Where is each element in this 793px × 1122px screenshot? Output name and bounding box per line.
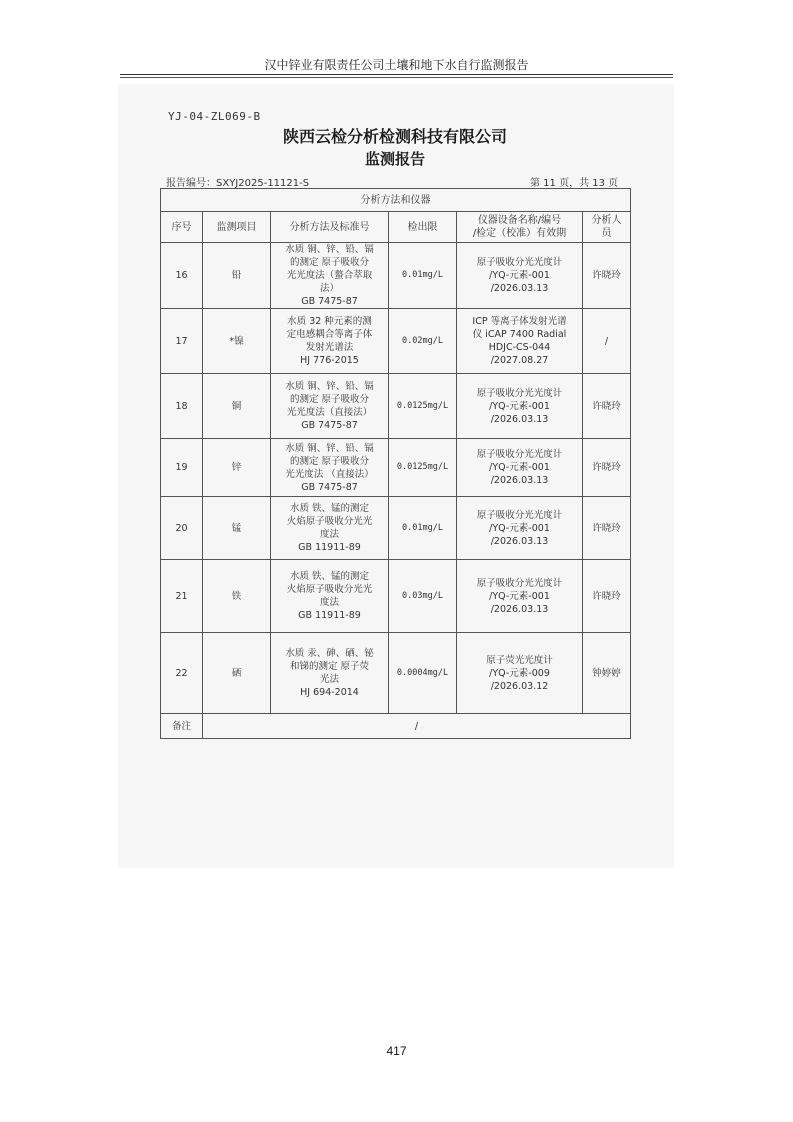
cell-limit: 0.03mg/L [389, 560, 457, 633]
document-code: YJ-04-ZL069-B [168, 110, 261, 123]
cell-analyst: 许晓玲 [583, 497, 631, 560]
cell-item: 硒 [203, 633, 271, 714]
table-section-title: 分析方法和仪器 [161, 189, 631, 212]
table-row [161, 560, 631, 633]
cell-limit: 0.0125mg/L [389, 439, 457, 497]
table-row [161, 439, 631, 497]
cell-analyst: / [583, 309, 631, 374]
running-header: 汉中锌业有限责任公司土壤和地下水自行监测报告 [264, 58, 529, 72]
table-row [161, 243, 631, 309]
report-title: 监测报告 [364, 150, 425, 168]
cell-seq: 19 [161, 439, 203, 497]
analysis-methods-table [160, 188, 631, 739]
cell-seq: 20 [161, 497, 203, 560]
report-number: 报告编号：SXYJ2025-11121-S [166, 178, 310, 189]
cell-method: 水质 32 种元素的测 定电感耦合等离子体 发射光谱法 HJ 776-2015 [271, 309, 389, 374]
cell-limit: 0.01mg/L [389, 243, 457, 309]
cell-item: 锌 [203, 439, 271, 497]
cell-analyst: 钟婷婷 [583, 633, 631, 714]
table-row [161, 374, 631, 439]
cell-item: 铅 [203, 243, 271, 309]
cell-analyst: 许晓玲 [583, 439, 631, 497]
cell-instrument: 原子吸收分光光度计 /YQ-元素-001 /2026.03.13 [457, 560, 583, 633]
cell-analyst: 许晓玲 [583, 374, 631, 439]
cell-instrument: 原子吸收分光光度计 /YQ-元素-001 /2026.03.13 [457, 374, 583, 439]
cell-instrument: 原子吸收分光光度计 /YQ-元素-001 /2026.03.13 [457, 439, 583, 497]
header-analyst: 分析人 员 [583, 212, 631, 243]
cell-instrument: 原子吸收分光光度计 /YQ-元素-001 /2026.03.13 [457, 243, 583, 309]
header-seq: 序号 [161, 212, 203, 243]
cell-item: 铜 [203, 374, 271, 439]
table-row [161, 309, 631, 374]
cell-seq: 21 [161, 560, 203, 633]
cell-method: 水质 汞、砷、硒、铋 和锑的测定 原子荧 光法 HJ 694-2014 [271, 633, 389, 714]
cell-method: 水质 铜、锌、铅、镉 的测定 原子吸收分 光光度法（直接法） GB 7475-87 [271, 374, 389, 439]
page-info: 第 11 页，共 13 页 [530, 178, 619, 189]
cell-instrument: 原子荧光光度计 /YQ-元素-009 /2026.03.12 [457, 633, 583, 714]
cell-item: *镍 [203, 309, 271, 374]
cell-analyst: 许晓玲 [583, 243, 631, 309]
cell-method: 水质 铁、锰的测定 火焰原子吸收分光光 度法 GB 11911-89 [271, 560, 389, 633]
table-header-row [161, 212, 631, 243]
header-instrument: 仪器设备名称/编号 /检定（校准）有效期 [457, 212, 583, 243]
cell-limit: 0.01mg/L [389, 497, 457, 560]
cell-item: 铁 [203, 560, 271, 633]
cell-instrument: 原子吸收分光光度计 /YQ-元素-001 /2026.03.13 [457, 497, 583, 560]
cell-limit: 0.0125mg/L [389, 374, 457, 439]
cell-method: 水质 铁、锰的测定 火焰原子吸收分光光 度法 GB 11911-89 [271, 497, 389, 560]
page-number: 417 [386, 1044, 407, 1058]
cell-seq: 17 [161, 309, 203, 374]
cell-seq: 22 [161, 633, 203, 714]
cell-method: 水质 铜、锌、铅、镉 的测定 原子吸收分 光光度法（螯合萃取 法） GB 7475-87 [271, 243, 389, 309]
table-row [161, 633, 631, 714]
header-rule-thin [120, 77, 673, 78]
header-method: 分析方法及标准号 [271, 212, 389, 243]
cell-limit: 0.0004mg/L [389, 633, 457, 714]
remark-value: / [203, 714, 631, 739]
cell-seq: 16 [161, 243, 203, 309]
cell-limit: 0.02mg/L [389, 309, 457, 374]
header-rule [120, 74, 673, 75]
cell-analyst: 许晓玲 [583, 560, 631, 633]
cell-seq: 18 [161, 374, 203, 439]
table-row [161, 497, 631, 560]
remark-label: 备注 [161, 714, 203, 739]
header-item: 监测项目 [203, 212, 271, 243]
cell-method: 水质 铜、锌、铅、镉 的测定 原子吸收分 光光度法 （直接法） GB 7475-87 [271, 439, 389, 497]
header-limit: 检出限 [389, 212, 457, 243]
cell-instrument: ICP 等离子体发射光谱 仪 iCAP 7400 Radial HDJC-CS-044 /2027.08.27 [457, 309, 583, 374]
cell-item: 锰 [203, 497, 271, 560]
company-name: 陕西云检分析检测科技有限公司 [282, 127, 507, 146]
remark-row [161, 714, 631, 739]
